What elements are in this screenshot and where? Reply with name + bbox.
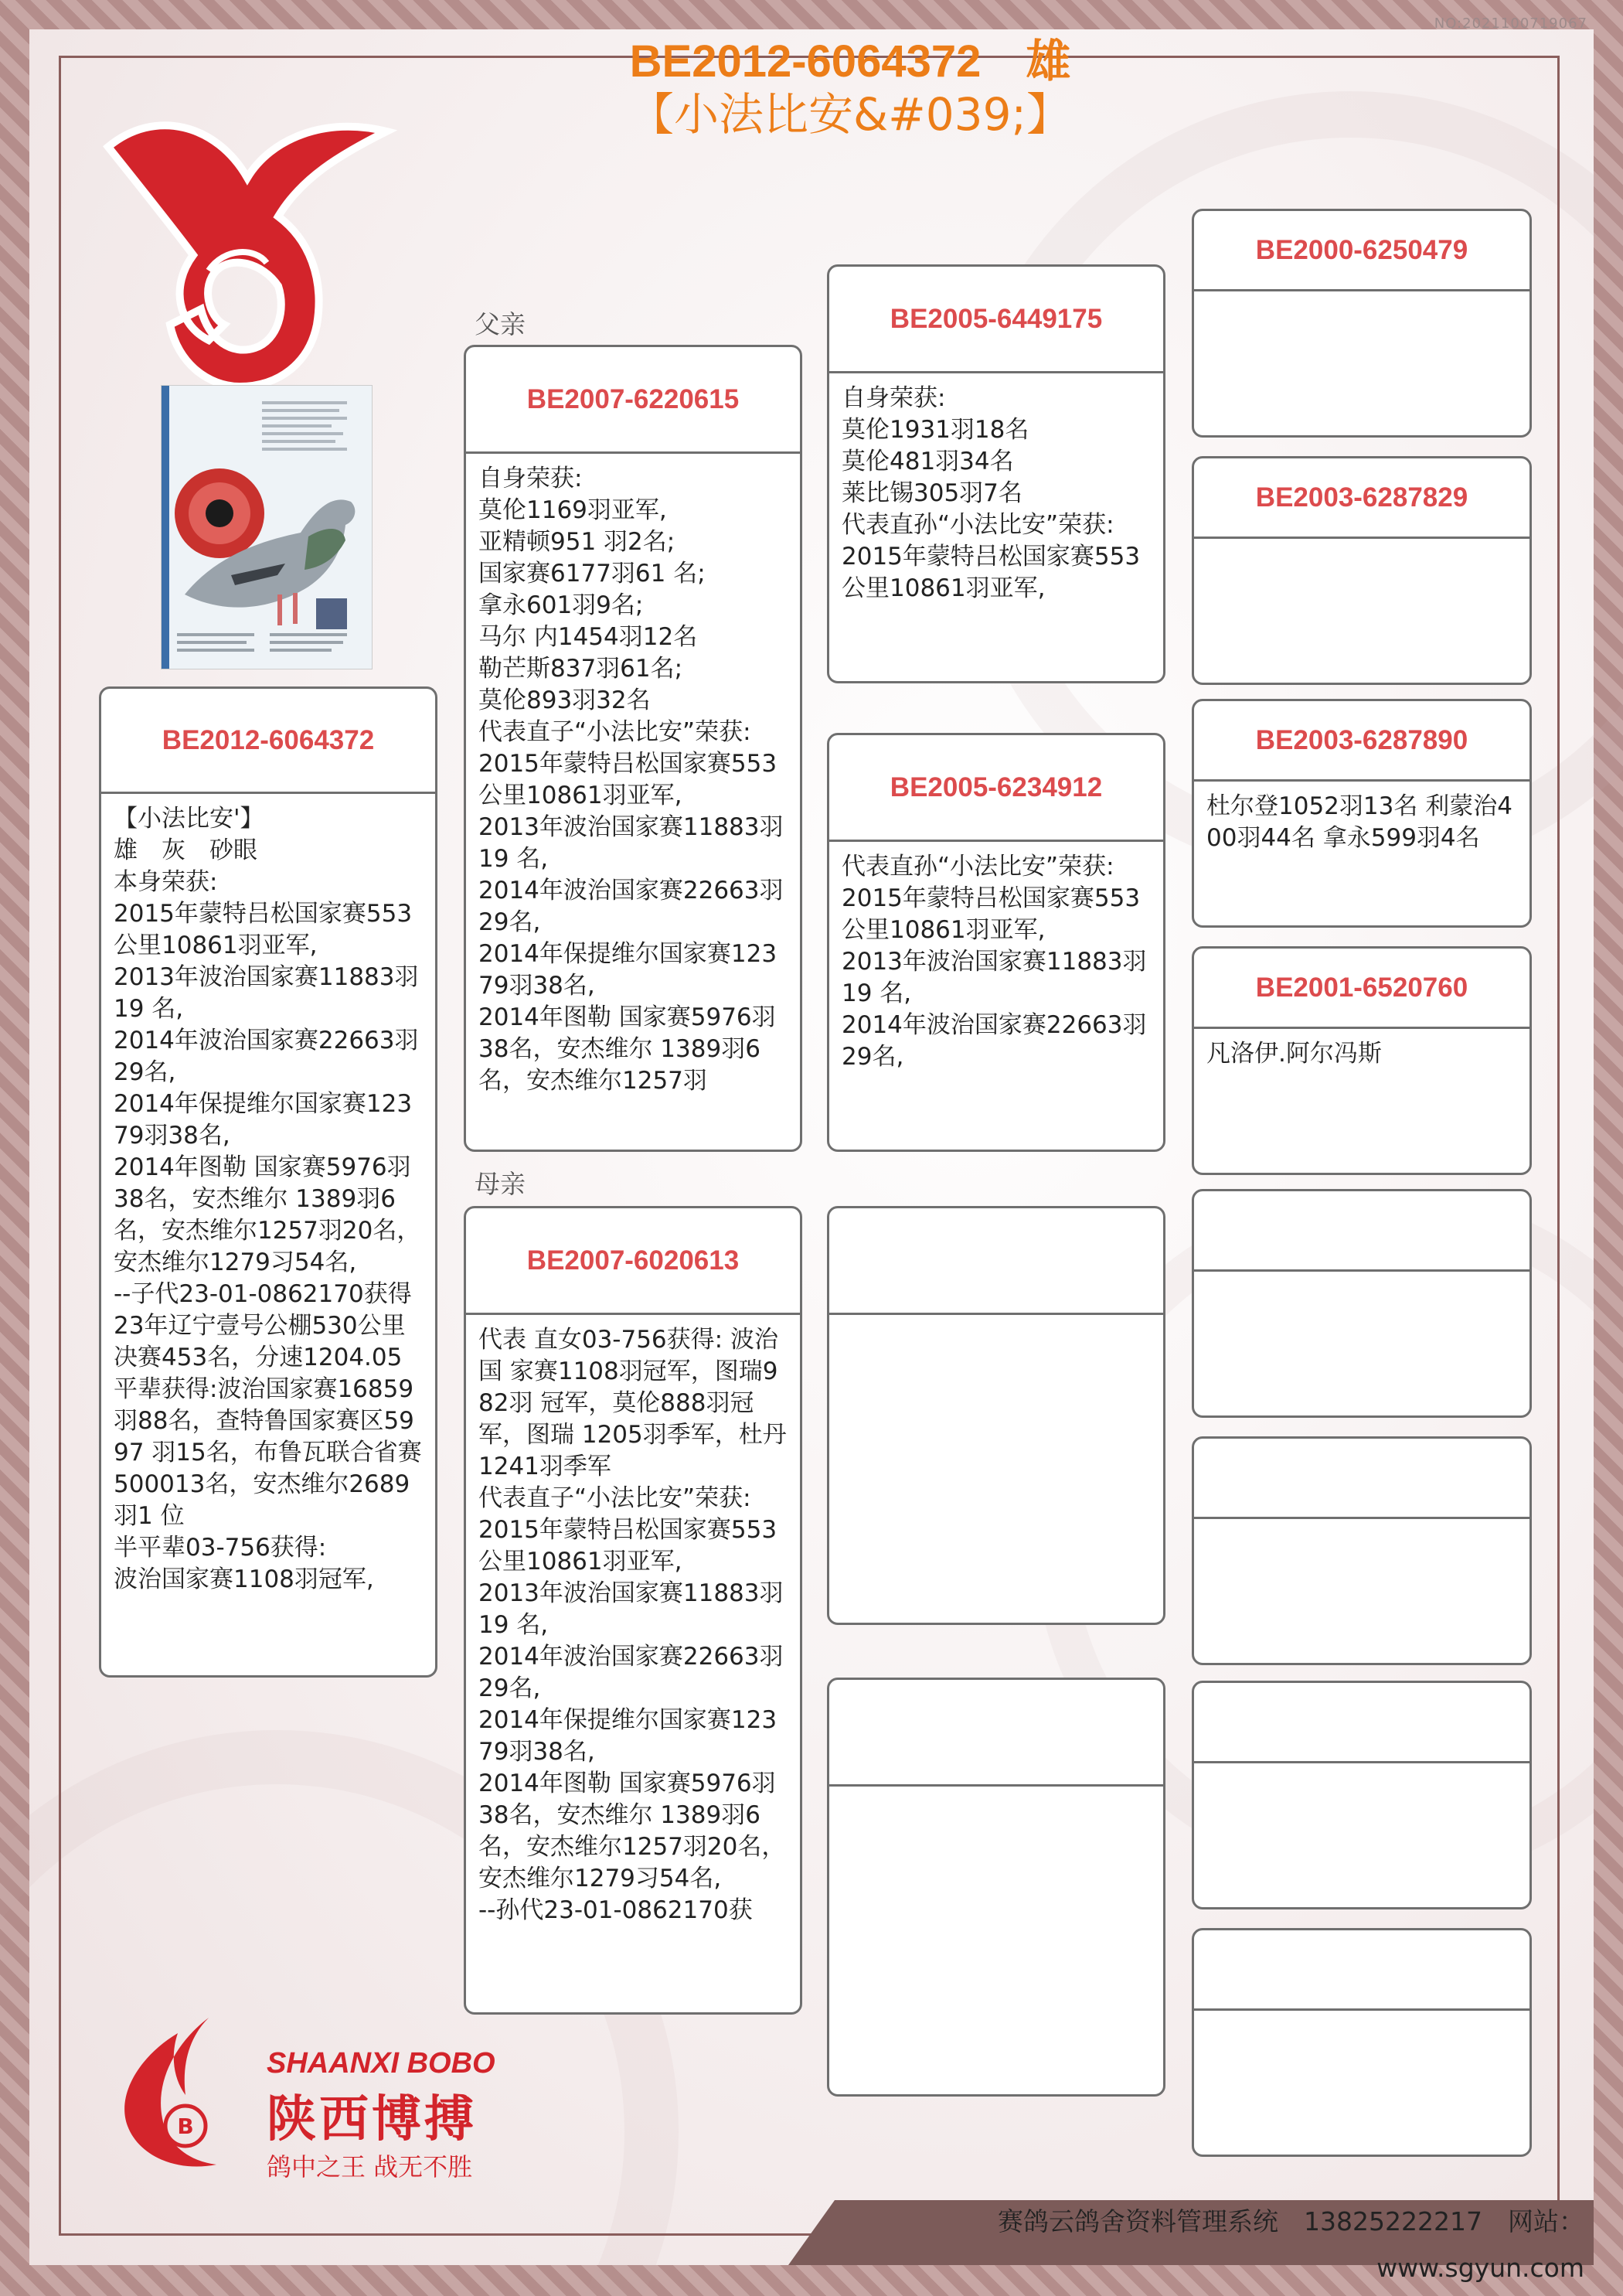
- great-grandparent-ring: BE2003-6287829: [1194, 458, 1529, 539]
- great-grandparent-ring: [1194, 1439, 1529, 1519]
- grandparent-box: [827, 733, 1165, 1152]
- great-grandparent-box: [1192, 456, 1532, 685]
- grandparent-text: [829, 1787, 1163, 1796]
- great-grandparent-text: [1194, 1272, 1529, 1281]
- sire-text: 自身荣获: 莫伦1169羽亚军, 亚精顿951 羽2名; 国家赛6177羽61 名; 拿永601羽9名; 马尔 内1454羽12名 勒芒斯837羽61名; 莫伦893羽32名 代表直子“小法比安”荣获: 2015年蒙特吕松国家赛553公里10861羽亚军, 2013年波治国家赛11883羽19 名, 2014年波治国家赛22663羽29名, 2014年保提维尔国家赛12379羽38名, 2014年图勒 国家赛5976羽38名，安杰维尔 1389羽6名，安杰维尔1257羽: [478, 465, 784, 1095]
- great-grandparent-ring: [1194, 1191, 1529, 1272]
- grandparent-ring: BE2005-6234912: [829, 735, 1163, 842]
- page-title: [541, 36, 1159, 141]
- title-ring-sex: BE2012-6064372 雄: [629, 36, 1071, 87]
- dam-box: [464, 1206, 802, 2015]
- grandparent-box: [827, 1206, 1165, 1625]
- great-grandparent-box: [1192, 1189, 1532, 1418]
- sire-label: 父亲: [475, 309, 526, 339]
- sire-box: [464, 345, 802, 1152]
- grandparent-text: 自身荣获: 莫伦1931羽18名 莫伦481羽34名 莱比锡305羽7名 代表直孙“小法比安”荣获: 2015年蒙特吕松国家赛553公里10861羽亚军,: [842, 384, 1141, 602]
- subject-text: 【小法比安'】 雄 灰 砂眼 本身荣获: 2015年蒙特吕松国家赛553公里10861羽亚军, 2013年波治国家赛11883羽19 名, 2014年波治国家赛22663羽29名, 2014年保提维尔国家赛12379羽38名, 2014年图勒 国家赛5976羽38名，安杰维尔 1389羽6名，安杰维尔1257羽20名，安杰维尔1279习54名, --子代23-01-0862170获得23年辽宁壹号公棚530公里决赛453名，分速1204.05 平辈获得:波治国家赛16859 羽88名，查特鲁国家赛区5997 羽15名，布鲁瓦联合省赛 500013名，安杰维尔2689羽1 位 半平辈03-756获得: 波治国家赛1108羽冠军,: [114, 805, 422, 1593]
- great-grandparent-text: [1194, 2011, 1529, 2020]
- subject-ring: BE2012-6064372: [101, 689, 435, 794]
- sire-ring: BE2007-6220615: [466, 347, 800, 454]
- dam-ring: BE2007-6020613: [466, 1208, 800, 1315]
- great-grandparent-ring: [1194, 1930, 1529, 2011]
- great-grandparent-box: [1192, 209, 1532, 438]
- serial-number: NO:2021100719067: [1434, 15, 1587, 32]
- great-grandparent-text: 凡洛伊.阿尔冯斯: [1206, 1040, 1382, 1068]
- footer-info: 赛鸽云鸽舍资料管理系统 13825222217 网站：www.sgyun.com: [998, 2206, 1584, 2283]
- dam-label: 母亲: [475, 1169, 526, 1199]
- grandparent-text: [829, 1315, 1163, 1324]
- great-grandparent-ring: BE2001-6520760: [1194, 949, 1529, 1029]
- pigeon-photo: [161, 385, 373, 669]
- great-grandparent-box: [1192, 699, 1532, 928]
- brand-slogan: 鸽中之王 战无不胜: [267, 2152, 473, 2182]
- great-grandparent-text: [1194, 539, 1529, 548]
- brand-logo-icon: [108, 2010, 263, 2180]
- svg-text:B: B: [177, 2114, 194, 2139]
- great-grandparent-text: [1194, 1519, 1529, 1528]
- grandparent-ring: [829, 1680, 1163, 1787]
- grandparent-box: [827, 1678, 1165, 2097]
- brand-chinese: 陕西博搏: [267, 2091, 477, 2148]
- great-grandparent-ring: BE2000-6250479: [1194, 211, 1529, 291]
- great-grandparent-ring: BE2003-6287890: [1194, 701, 1529, 782]
- great-grandparent-box: [1192, 1436, 1532, 1665]
- great-grandparent-ring: [1194, 1683, 1529, 1763]
- great-grandparent-text: [1194, 291, 1529, 301]
- great-grandparent-text: [1194, 1763, 1529, 1773]
- phoenix-logo-icon: [93, 108, 402, 394]
- dam-text: 代表 直女03-756获得: 波治国 家赛1108羽冠军，图瑞982羽 冠军，莫伦888羽冠军，图瑞 1205羽季军，杜丹1241羽季军 代表直子“小法比安”荣获: 2015年蒙特吕松国家赛553公里10861羽亚军, 2013年波治国家赛11883羽19 名, 2014年波治国家赛22663羽29名, 2014年保提维尔国家赛12379羽38名, 2014年图勒 国家赛5976羽38名，安杰维尔 1389羽6名，安杰维尔1257羽20名，安杰维尔1279习54名, --孙代23-01-0862170获: [478, 1326, 787, 1924]
- grandparent-ring: BE2005-6449175: [829, 267, 1163, 373]
- great-grandparent-box: [1192, 1928, 1532, 2157]
- great-grandparent-box: [1192, 1681, 1532, 1909]
- grandparent-text: 代表直孙“小法比安”荣获: 2015年蒙特吕松国家赛553公里10861羽亚军, 2013年波治国家赛11883羽19 名, 2014年波治国家赛22663羽29名,: [842, 853, 1147, 1071]
- subject-box: [99, 686, 437, 1678]
- great-grandparent-text: 杜尔登1052羽13名 利蒙治400羽44名 拿永599羽4名: [1206, 792, 1512, 852]
- great-grandparent-box: [1192, 946, 1532, 1175]
- brand-english: SHAANXI BOBO: [267, 2047, 495, 2080]
- grandparent-ring: [829, 1208, 1163, 1315]
- grandparent-box: [827, 264, 1165, 683]
- title-name: 【小法比安&#039;】: [628, 88, 1072, 141]
